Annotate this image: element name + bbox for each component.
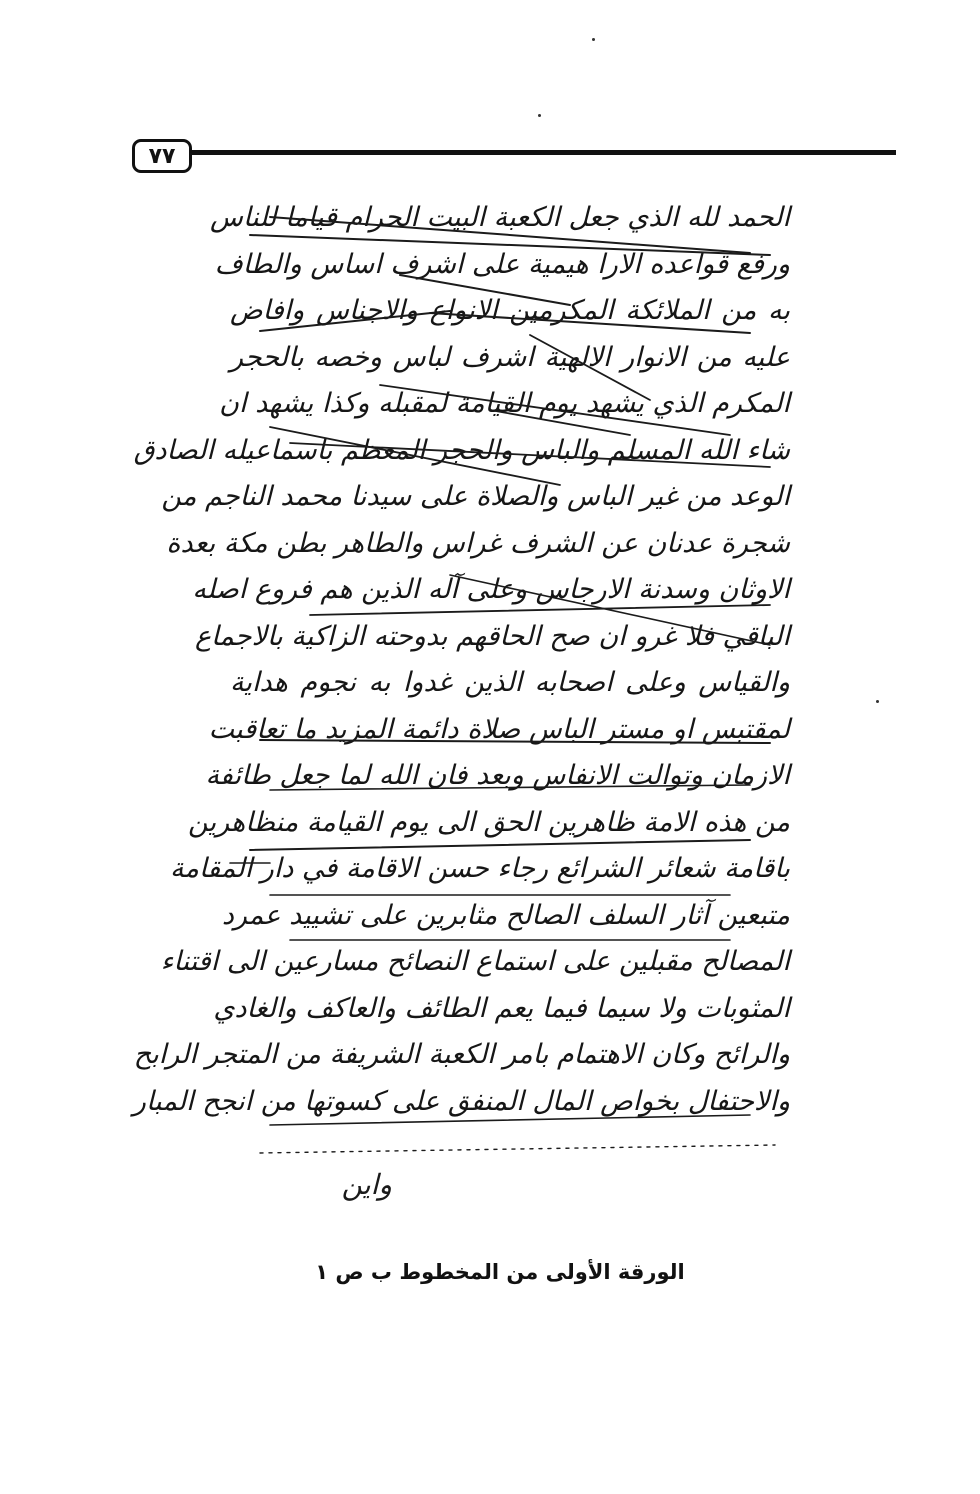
manuscript-line: والاحتفال بخواص المال المنفق على كسوتها من انجح المبار — [132, 1085, 790, 1117]
page-number-box — [132, 139, 192, 173]
manuscript-line: الباقي فلا غرو ان صح الحاقهم بدوحته الزاكية بالاجماع — [194, 620, 790, 652]
signature-note: واين — [341, 1168, 392, 1201]
manuscript-line: به من الملائكة المكرمين الانواع والاجناس وافاض — [230, 295, 790, 326]
manuscript-line: المكرم الذي يشهد يوم القيامة لمقبله وكذا يشهد ان — [219, 388, 790, 419]
manuscript-line: المثوبات ولا سيما فيما يعم الطائف والعاكف والغادي — [213, 992, 790, 1024]
scan-speck — [876, 700, 879, 703]
cross-out-strokes — [132, 195, 790, 1235]
scan-speck — [538, 114, 541, 117]
manuscript-line: باقامة شعائر الشرائع رجاء حسن الاقامة في دار المقامة — [170, 853, 790, 884]
manuscript-line: الاوثان وسدنة الارجاس وعلى آله الذين هم فروع اصله — [192, 574, 790, 605]
scan-speck — [592, 38, 595, 41]
manuscript-line: الحمد لله الذي جعل الكعبة البيت الحرام قياما للناس — [210, 202, 790, 233]
header-rule — [190, 150, 896, 155]
manuscript-line: والرائح وكان الاهتمام بامر الكعبة الشريفة من المتجر الرابح — [133, 1039, 790, 1070]
manuscript-line: الازمان وتوالت الانفاس وبعد فان الله لما جعل طائفة — [205, 760, 790, 791]
page-number: ٧٧ — [148, 143, 176, 169]
manuscript-line: لمقتبس او مستر الباس صلاة دائمة المزيد ما تعاقبت — [208, 713, 790, 745]
manuscript-line: الوعد من غير الباس والصلاة على سيدنا محمد الناجم من — [161, 481, 790, 512]
manuscript-line: متبعين آثار السلف الصالح مثابرين على تشييد عمرد — [221, 899, 790, 931]
manuscript-image — [132, 195, 790, 1235]
manuscript-line: شاء الله المسلم والباس والحجر المعظم باسماعيله الصادق — [133, 434, 790, 466]
manuscript-line: ورفع قواعده الارا هيمية على اشرف اساس والطاف — [214, 248, 790, 280]
manuscript-line: المصالح مقبلين على استماع النصائح مسارعين الى اقتناء — [160, 946, 790, 977]
manuscript-line: والقياس وعلى اصحابه الذين غدوا به نجوم هداية — [230, 667, 790, 698]
manuscript-line: من هذه الامة ظاهرين الحق الى يوم القيامة منظاهرين — [188, 806, 790, 838]
manuscript-line: عليه من الانوار الالهية اشرف لباس وخصه بالحجر — [230, 341, 790, 373]
manuscript-line: شجرة عدنان عن الشرف غراس والطاهر بطن مكة بعدة — [166, 527, 790, 559]
page-caption: الورقة الأولى من المخطوط ب ص ١ — [315, 1260, 685, 1284]
